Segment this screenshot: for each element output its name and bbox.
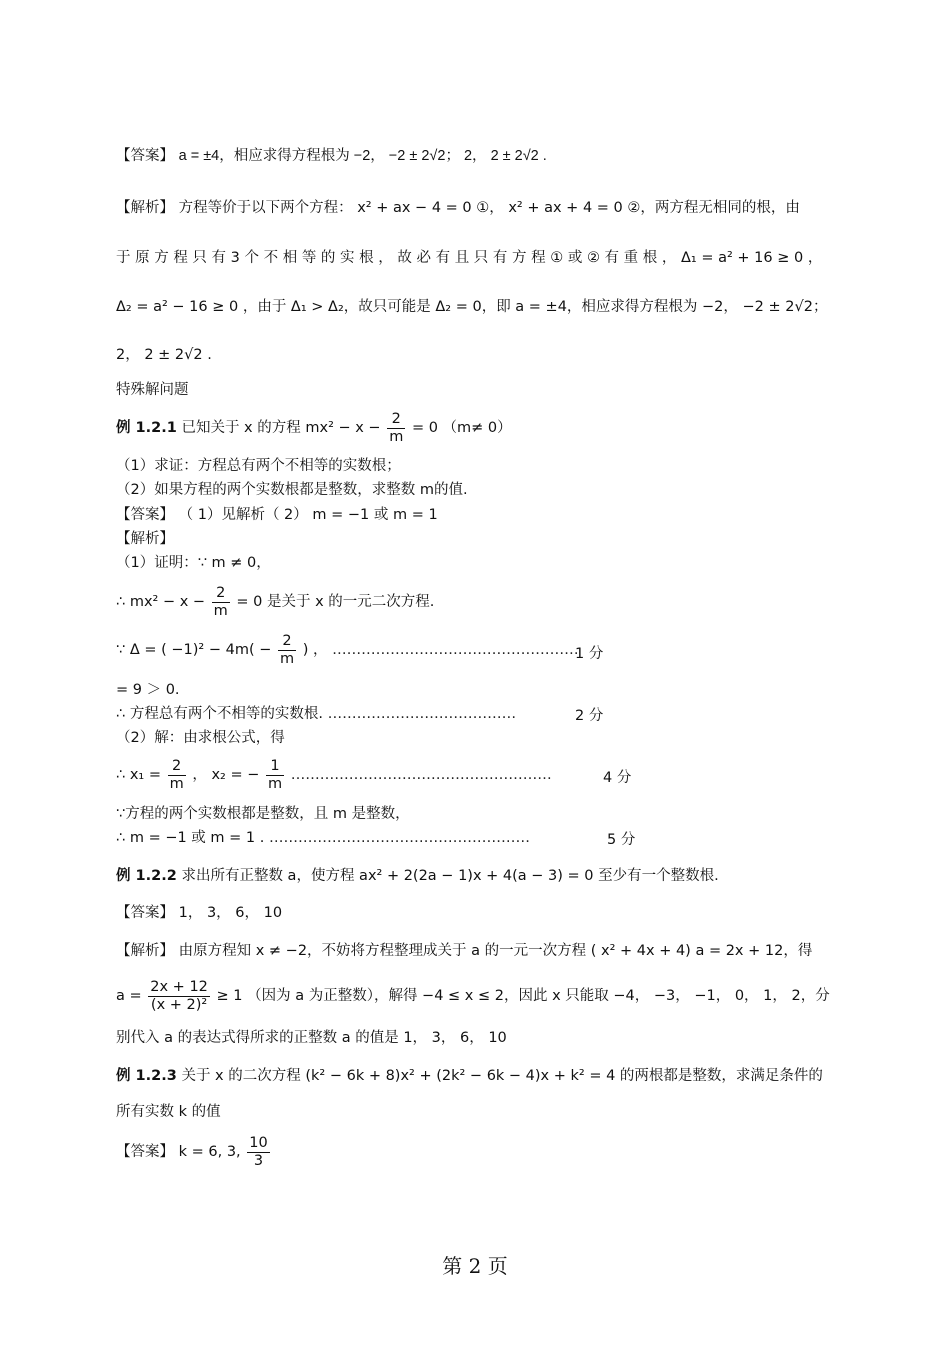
example-1-2-3-stem-2: 所有实数 k 的值 <box>116 1104 221 1120</box>
fraction <box>148 979 210 1014</box>
page-number: 第 2 页 <box>442 1254 508 1278</box>
fraction-denominator: m <box>169 775 184 792</box>
step-6: （2）解：由求根公式，得 <box>116 730 285 746</box>
analysis-label: 【解析】 <box>116 943 174 959</box>
step-2-pre: ∴ mx² − x − <box>116 594 206 610</box>
question-2: （2）如果方程的两个实数根都是整数，求整数 m的值. <box>116 482 468 498</box>
step-7-mid: ， x₂ = − <box>192 767 260 783</box>
analysis-2-label: 【解析】 <box>116 531 174 547</box>
score-2: 2 分 <box>575 708 604 724</box>
analysis-3-line1 <box>116 941 812 961</box>
answer-2 <box>116 505 438 525</box>
a2-pre: a = <box>116 988 142 1004</box>
section-title: 特殊解问题 <box>116 382 189 398</box>
fraction-numerator: 2 <box>387 411 405 429</box>
question-1: （1）求证：方程总有两个不相等的实数根； <box>116 458 401 474</box>
answer-3 <box>116 903 282 923</box>
fraction <box>247 1135 269 1170</box>
leader-dots: ………………………………… <box>327 706 517 722</box>
example-label: 例 1.2.2 <box>116 868 177 884</box>
fraction <box>212 585 230 620</box>
fraction-denominator: m <box>389 428 404 445</box>
analysis-text: 由原方程知 x ≠ −2，不妨将方程整理成关于 a 的一元一次方程 ( x² + 4x + 4) a = 2x + 12，得 <box>178 943 813 959</box>
fraction-denominator: (x + 2)² <box>150 996 208 1013</box>
answer-text: （ 1）见解析（ 2） m = −1 或 m = 1 <box>178 507 438 523</box>
answer-4 <box>116 1134 272 1170</box>
score-3: 4 分 <box>603 770 632 786</box>
fraction-numerator: 2 <box>278 633 296 651</box>
analysis-1-line1 <box>116 198 800 218</box>
example-1-2-1-stem <box>116 410 512 446</box>
step-3 <box>116 632 579 668</box>
answer-pre: k = 6, 3, <box>178 1144 241 1160</box>
answer-1 <box>116 146 547 166</box>
leader-dots: ……………………………………………… <box>290 767 552 783</box>
stem-text: 求出所有正整数 a，使方程 ax² + 2(2a − 1)x + 4(a − 3) = 0 至少有一个整数根. <box>181 868 719 884</box>
analysis-text-1: 方程等价于以下两个方程： x² + ax − 4 = 0 ①， x² + ax + 4 = 0 ②，两方程无相同的根，由 <box>178 200 800 216</box>
step-2 <box>116 584 434 620</box>
step-7 <box>116 757 552 793</box>
analysis-1-line2: 于 原 方 程 只 有 3 个 不 相 等 的 实 根 ， 故 必 有 且 只 有 方 程 ① 或 ② 有 重 根 ， Δ₁ = a² + 16 ≥ 0 ， <box>116 250 823 266</box>
score-4: 5 分 <box>607 832 636 848</box>
step-5-text: ∴ 方程总有两个不相等的实数根. <box>116 706 323 722</box>
fraction-denominator: m <box>213 602 228 619</box>
stem-text: 关于 x 的二次方程 (k² − 6k + 8)x² + (2k² − 6k − 4)x + k² = 4 的两根都是整数，求满足条件的 <box>181 1068 823 1084</box>
step-4: = 9 ＞ 0. <box>116 682 180 698</box>
step-3-post: ) ， <box>302 642 328 658</box>
fraction-numerator: 2 <box>168 758 186 776</box>
answer-label: 【答案】 <box>116 905 174 921</box>
leader-dots: …………………………………………… <box>332 642 579 658</box>
step-1: （1）证明：∵ m ≠ 0， <box>116 555 271 571</box>
fraction <box>387 411 405 446</box>
a2-post: ≥ 1 （因为 a 为正整数），解得 −4 ≤ x ≤ 2，因此 x 只能取 −4， −3， −1， 0， 1， 2，分 <box>216 988 830 1004</box>
step-5 <box>116 704 516 724</box>
leader-dots: ……………………………………………… <box>268 830 530 846</box>
fraction-numerator: 1 <box>266 758 284 776</box>
analysis-label: 【解析】 <box>116 200 174 216</box>
step-9 <box>116 828 530 848</box>
stem-post: = 0 （m≠ 0） <box>411 420 512 436</box>
fraction-denominator: m <box>279 650 295 667</box>
answer-label: 【答案】 <box>116 1144 174 1160</box>
stem-pre: 已知关于 x 的方程 mx² − x − <box>181 420 381 436</box>
fraction <box>278 633 296 668</box>
analysis-1-line4: 2， 2 ± 2√2 . <box>116 347 212 363</box>
analysis-3-line3: 别代入 a 的表达式得所求的正整数 a 的值是 1， 3， 6， 10 <box>116 1030 507 1046</box>
fraction-numerator: 2 <box>212 585 230 603</box>
step-9-text: ∴ m = −1 或 m = 1 . <box>116 830 265 846</box>
example-1-2-2-stem <box>116 866 719 886</box>
step-8: ∵方程的两个实数根都是整数，且 m 是整数， <box>116 806 410 822</box>
fraction-numerator: 10 <box>249 1134 268 1151</box>
score-1: 1 分 <box>575 646 604 662</box>
answer-text: a = ±4，相应求得方程根为 −2， −2 ± 2√2； 2， 2 ± 2√2 . <box>178 148 547 164</box>
example-label: 例 1.2.1 <box>116 420 177 436</box>
fraction-numerator: 2x + 12 <box>150 978 208 995</box>
step-3-pre: ∵ Δ = ( −1)² − 4m( − <box>116 642 272 658</box>
fraction-denominator: 3 <box>253 1152 264 1169</box>
answer-label: 【答案】 <box>116 507 174 523</box>
step-2-post: = 0 是关于 x 的一元二次方程. <box>236 594 435 610</box>
answer-label: 【答案】 <box>116 148 174 164</box>
answer-text: 1， 3， 6， 10 <box>178 905 283 921</box>
example-1-2-3-stem <box>116 1066 823 1086</box>
step-7-pre: ∴ x₁ = <box>116 767 161 783</box>
example-label: 例 1.2.3 <box>116 1068 177 1084</box>
fraction <box>266 758 284 793</box>
fraction-denominator: m <box>267 775 283 792</box>
analysis-3-line2 <box>116 978 830 1014</box>
fraction <box>168 758 186 793</box>
analysis-1-line3: Δ₂ = a² − 16 ≥ 0 ，由于 Δ₁ > Δ₂，故只可能是 Δ₂ = 0，即 a = ±4，相应求得方程根为 −2， −2 ± 2√2； <box>116 299 828 315</box>
